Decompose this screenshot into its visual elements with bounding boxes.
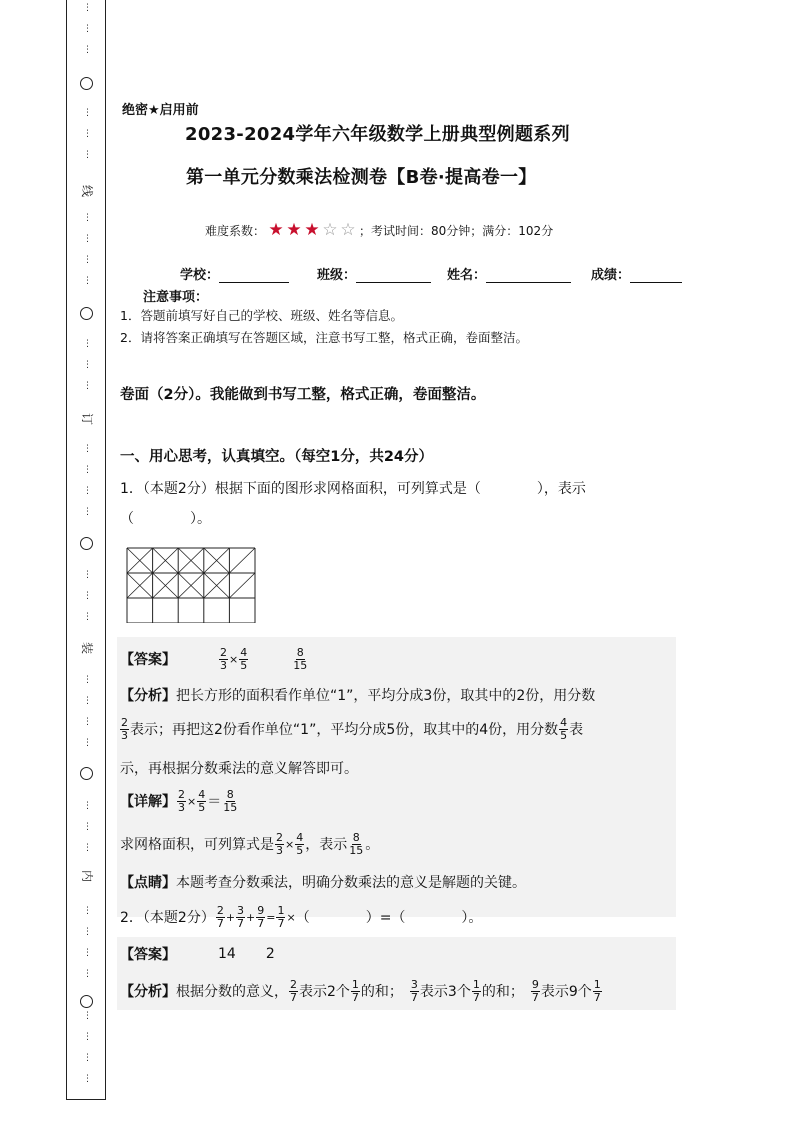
detail-text: 。: [365, 837, 380, 853]
fraction: $\frac{2}{3}$: [220, 645, 227, 672]
binding-circle: [80, 767, 93, 780]
plus-sign: +: [246, 910, 256, 924]
class-blank[interactable]: [356, 269, 431, 283]
fraction: $\frac{9}{7}$: [531, 977, 539, 1004]
fraction: $\frac{8}{15}$: [223, 787, 238, 814]
detail-label: 【详解】: [120, 794, 176, 810]
binding-margin: [66, 0, 106, 1100]
binding-label: 内: [80, 870, 94, 883]
binding-dots: ⋮: [83, 234, 92, 244]
binding-dots: ⋮: [83, 108, 92, 118]
times-sign: ×: [229, 652, 239, 666]
fraction: $\frac{4}{5}$: [296, 830, 304, 857]
exam-time-score: ；考试时间：80分钟；满分：102分: [359, 224, 554, 238]
binding-dots: ⋮: [83, 948, 92, 958]
exam-meta: [205, 222, 553, 239]
binding-dots: ⋮: [83, 927, 92, 937]
analysis-text: 表示2个: [299, 984, 350, 1000]
name-field[interactable]: [447, 264, 571, 283]
school-label: 学校：: [180, 268, 220, 283]
star-filled-icon: ★: [286, 220, 302, 240]
q1-analysis-line2: [119, 714, 583, 744]
fraction: $\frac{2}{7}$: [216, 903, 224, 930]
binding-dots: ⋮: [83, 276, 92, 286]
binding-dots: ⋮: [83, 444, 92, 454]
area-grid-figure: [126, 547, 256, 623]
section-heading: 一、用心思考，认真填空。（每空1分，共24分）: [120, 449, 434, 465]
fraction: $\frac{2}{3}$: [178, 787, 185, 814]
binding-dots: ⋮: [83, 843, 92, 853]
score-label: 成绩：: [591, 268, 631, 283]
binding-dots: ⋮: [83, 1053, 92, 1063]
answer-label: 【答案】: [120, 947, 176, 963]
binding-circle: [80, 995, 93, 1008]
q2-answer-line: [120, 943, 275, 965]
student-info-fields: [180, 264, 682, 283]
analysis-label: 【分析】: [120, 984, 176, 1000]
binding-dots: ⋮: [83, 969, 92, 979]
class-field[interactable]: [317, 264, 431, 283]
school-blank[interactable]: [219, 269, 289, 283]
hatch-line: [229, 573, 255, 598]
equals-sign: =: [266, 910, 276, 924]
question-1-text-cont: （ ）。: [120, 511, 211, 527]
times-sign: ×: [285, 837, 295, 851]
binding-dots: ⋮: [83, 486, 92, 496]
fraction: $\frac{9}{7}$: [257, 903, 265, 930]
exam-subtitle: 第一单元分数乘法检测卷【B卷·提高卷一】: [186, 167, 537, 188]
analysis-text: 表: [569, 722, 584, 738]
q1-detail-line: [120, 786, 239, 816]
q1-answer-line: [120, 644, 309, 674]
binding-dots: ⋮: [83, 129, 92, 139]
binding-dots: ⋮: [83, 1011, 92, 1021]
fraction: $\frac{3}{7}$: [237, 903, 245, 930]
binding-dots: ⋮: [83, 339, 92, 349]
analysis-text: 表示9个: [540, 984, 592, 1000]
binding-circle: [80, 307, 93, 320]
binding-label: 装: [80, 642, 94, 655]
question-2-text: [120, 901, 482, 933]
binding-dots: ⋮: [83, 906, 92, 916]
binding-dots: ⋮: [83, 381, 92, 391]
difficulty-stars: [267, 222, 357, 239]
binding-circle: [80, 537, 93, 550]
times-sign: ×: [286, 910, 296, 924]
times-sign: ×: [187, 794, 197, 808]
notice-item: 1．答题前填写好自己的学校、班级、姓名等信息。: [120, 308, 403, 323]
fraction: $\frac{8}{15}$: [349, 830, 364, 857]
name-label: 姓名：: [447, 268, 487, 283]
comment-label: 【点睛】: [120, 875, 176, 891]
q1-analysis-line1: [120, 684, 595, 706]
fraction: $\frac{4}{5}$: [240, 645, 248, 672]
star-filled-icon: ★: [268, 220, 284, 240]
detail-text: 求网格面积，可列算式是: [120, 837, 274, 853]
comment-text: 本题考查分数乘法，明确分数乘法的意义是解题的关键。: [176, 875, 526, 891]
question-1-text: 1．（本题2分）根据下面的图形求网格面积，可列算式是（ ），表示: [120, 481, 586, 497]
answer-value: 14: [218, 946, 236, 962]
fraction: $\frac{2}{7}$: [290, 977, 297, 1004]
binding-dots: [67, 0, 107, 1100]
star-filled-icon: ★: [304, 220, 320, 240]
class-label: 班级：: [317, 268, 357, 283]
analysis-text: 表示；再把这2份看作单位“1”，平均分成5份，取其中的4份，用分数: [130, 722, 559, 738]
notice-heading: 注意事项：: [143, 290, 209, 305]
binding-dots: ⋮: [83, 45, 92, 55]
fraction: $\frac{3}{7}$: [410, 977, 418, 1004]
binding-dots: ⋮: [83, 570, 92, 580]
analysis-text: 示，再根据分数乘法的意义解答即可。: [120, 761, 358, 777]
binding-dots: ⋮: [83, 1032, 92, 1042]
answer-label: 【答案】: [120, 652, 176, 668]
fraction: $\frac{1}{7}$: [351, 977, 359, 1004]
question-2-prefix: 2．（本题2分）: [120, 910, 215, 926]
binding-dots: ⋮: [83, 255, 92, 265]
analysis-text: 的和；: [360, 984, 403, 1000]
detail-text: ，表示: [305, 837, 348, 853]
binding-dots: ⋮: [83, 24, 92, 34]
q1-detail-line2: [120, 829, 379, 859]
hatch-line: [229, 548, 255, 573]
equals-sign: ＝: [207, 794, 222, 810]
neatness-statement: 卷面（2分）。我能做到书写工整，格式正确，卷面整洁。: [120, 387, 486, 403]
binding-label: 订: [80, 413, 94, 426]
fraction: $\frac{2}{3}$: [276, 830, 283, 857]
fraction: $\frac{4}{5}$: [560, 715, 568, 742]
q2-analysis-line: [120, 976, 603, 1006]
fraction: $\frac{1}{7}$: [277, 903, 285, 930]
binding-dots: ⋮: [83, 507, 92, 517]
binding-dots: ⋮: [83, 717, 92, 727]
binding-dots: ⋮: [83, 465, 92, 475]
binding-dots: ⋮: [83, 822, 92, 832]
binding-dots: ⋮: [83, 696, 92, 706]
star-empty-icon: ☆: [340, 220, 356, 240]
analysis-label: 【分析】: [120, 688, 176, 704]
fraction: $\frac{2}{3}$: [121, 715, 128, 742]
binding-label: 线: [80, 185, 94, 198]
binding-dots: ⋮: [83, 1074, 92, 1084]
binding-dots: ⋮: [83, 591, 92, 601]
binding-dots: ⋮: [83, 3, 92, 13]
exam-title: 2023-2024学年六年级数学上册典型例题系列: [185, 124, 570, 145]
score-blank[interactable]: [630, 269, 682, 283]
question-2-blanks: （ ）=（ ）。: [295, 910, 483, 926]
fraction: $\frac{1}{7}$: [472, 977, 480, 1004]
fraction: $\frac{1}{7}$: [593, 977, 601, 1004]
answer-value: 2: [265, 946, 275, 962]
binding-dots: ⋮: [83, 801, 92, 811]
analysis-text: 表示3个: [419, 984, 471, 1000]
star-empty-icon: ☆: [322, 220, 338, 240]
analysis-text: 把长方形的面积看作单位“1”，平均分成3份，取其中的2份，用分数: [176, 688, 596, 704]
name-blank[interactable]: [486, 269, 571, 283]
school-field[interactable]: [180, 264, 289, 283]
score-field[interactable]: [591, 264, 682, 283]
q1-comment-line: [120, 871, 526, 893]
confidential-label: 绝密★启用前: [122, 103, 199, 118]
notice-item: 2．请将答案正确填写在答题区域，注意书写工整，格式正确，卷面整洁。: [120, 330, 528, 345]
q1-analysis-line3: [120, 757, 358, 779]
binding-dots: ⋮: [83, 213, 92, 223]
analysis-text: 的和；: [481, 984, 524, 1000]
binding-dots: ⋮: [83, 738, 92, 748]
binding-dots: ⋮: [83, 675, 92, 685]
binding-dots: ⋮: [83, 360, 92, 370]
fraction: $\frac{4}{5}$: [198, 787, 206, 814]
binding-dots: ⋮: [83, 150, 92, 160]
binding-circle: [80, 77, 93, 90]
analysis-text: 根据分数的意义，: [176, 984, 288, 1000]
difficulty-label: 难度系数：: [205, 224, 266, 238]
plus-sign: +: [225, 910, 236, 924]
fraction: $\frac{8}{15}$: [293, 645, 308, 672]
binding-dots: ⋮: [83, 612, 92, 622]
